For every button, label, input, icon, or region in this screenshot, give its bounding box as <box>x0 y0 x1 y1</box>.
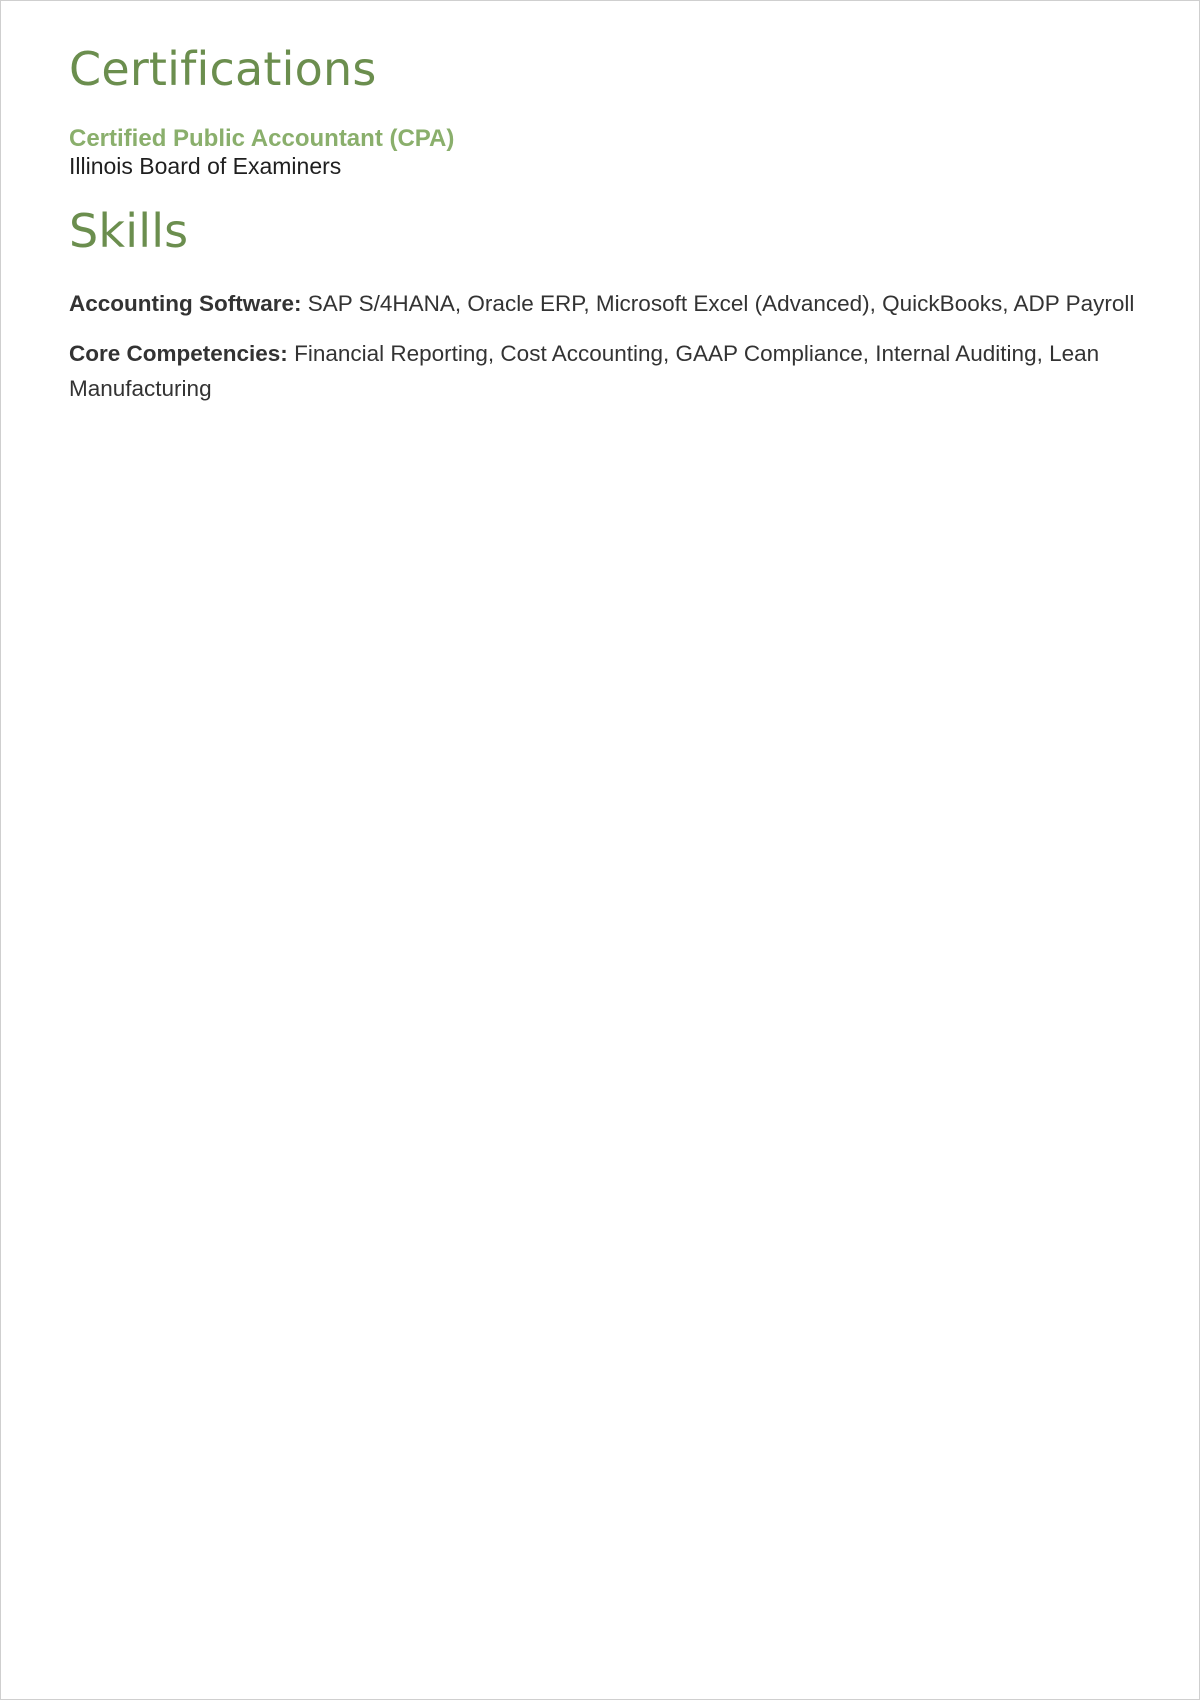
skills-section <box>69 201 1139 401</box>
skill-value: Financial Reporting, Cost Accounting, GAAP Compliance, Internal Auditing, Lean Manufacturing <box>69 341 1100 401</box>
skill-value: SAP S/4HANA, Oracle ERP, Microsoft Excel (Advanced), QuickBooks, ADP Payroll <box>307 291 1135 316</box>
skills-heading: Skills <box>69 204 189 258</box>
skill-row-core-competencies <box>69 336 1129 406</box>
certification-name: Certified Public Accountant (CPA) <box>69 125 455 152</box>
skill-label: Core Competencies: <box>69 341 288 366</box>
certification-issuer: Illinois Board of Examiners <box>69 153 342 179</box>
skill-row-accounting-software <box>69 286 1139 321</box>
page-content <box>69 39 1139 401</box>
certifications-heading: Certifications <box>69 42 377 96</box>
certifications-section <box>69 39 1139 179</box>
skill-label: Accounting Software: <box>69 291 302 316</box>
